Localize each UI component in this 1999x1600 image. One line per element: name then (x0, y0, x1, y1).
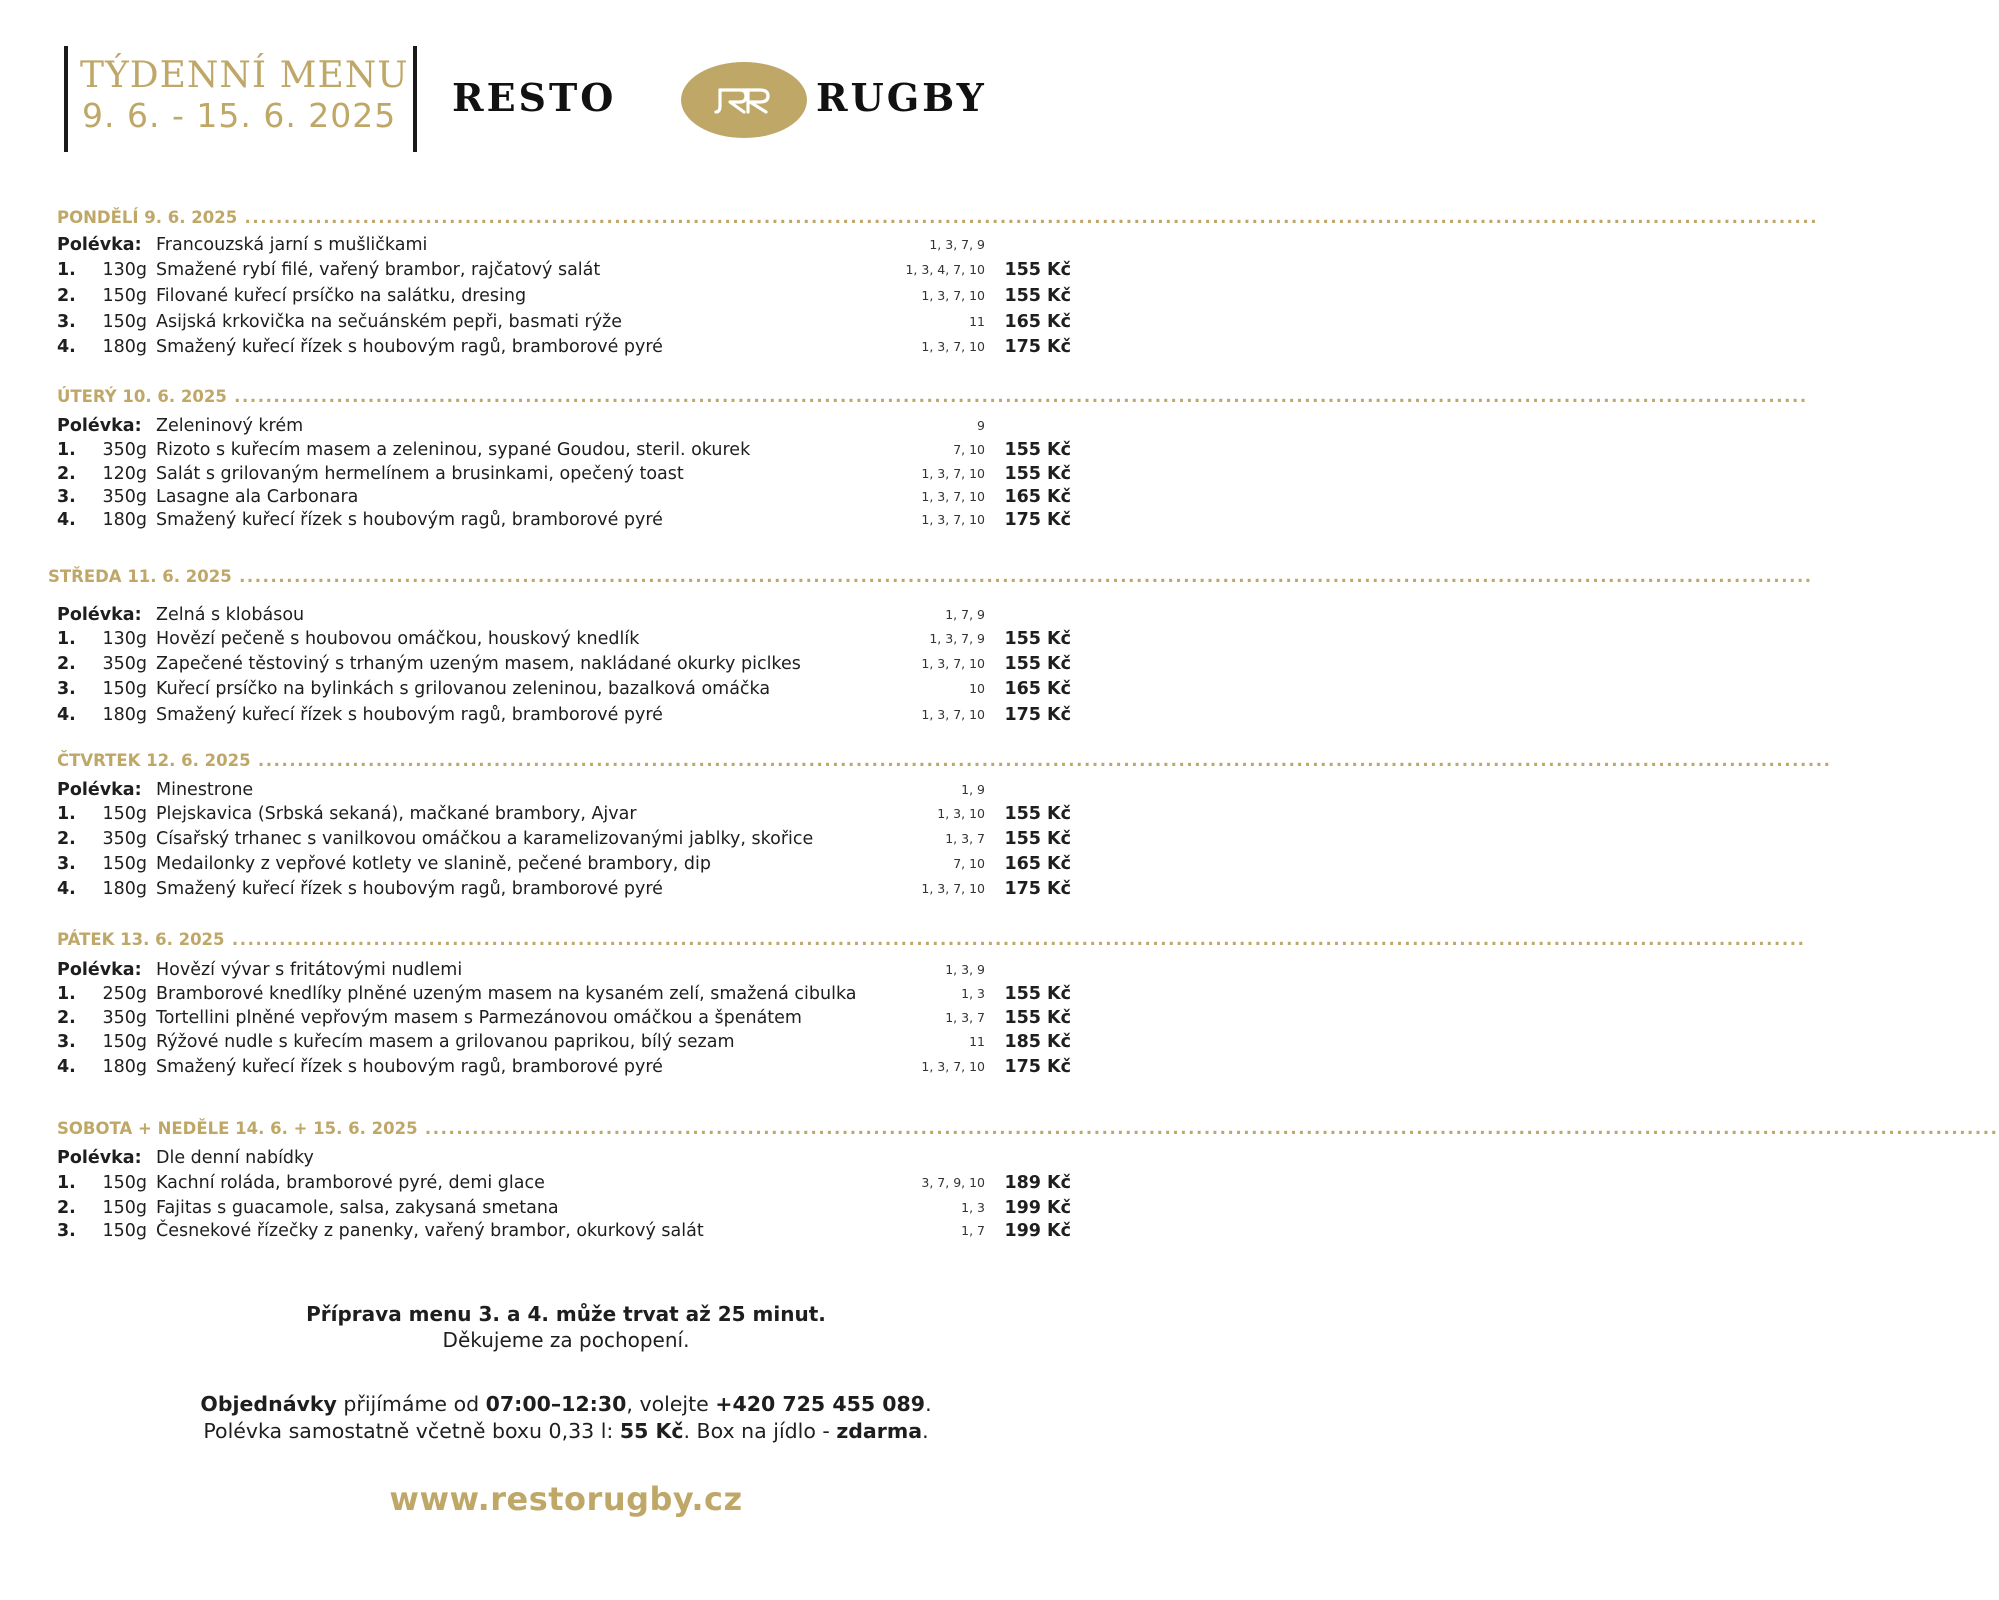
item-price: 165 Kč (1004, 312, 1071, 332)
soup-allergens: 9 (977, 418, 985, 433)
soup-label: Polévka: (57, 416, 142, 436)
item-number: 3. (57, 1032, 76, 1052)
dotted-leader: ........................................................................................................................................................................................................ (231, 567, 1813, 586)
item-allergens: 10 (969, 681, 985, 696)
item-weight: 350g (102, 654, 147, 674)
item-dish: Rýžové nudle s kuřecím masem a grilovanou paprikou, bílý sezam (156, 1032, 735, 1052)
item-dish: Císařský trhanec s vanilkovou omáčkou a karamelizovanými jablky, skořice (156, 829, 814, 849)
rr-monogram-icon (714, 84, 774, 116)
thanks-note: Děkujeme za pochopení. (442, 1328, 690, 1352)
orders-text: přijímáme od (336, 1392, 486, 1416)
item-price: 189 Kč (1004, 1173, 1071, 1193)
menu-item-row (57, 1196, 1077, 1220)
dotted-leader: ........................................................................................................................................................................................................ (237, 208, 1819, 227)
item-number: 4. (57, 705, 76, 725)
day-heading (57, 750, 1832, 772)
menu-item-row (57, 802, 1077, 826)
item-number: 1. (57, 1173, 76, 1193)
item-allergens: 1, 3, 7, 10 (921, 707, 985, 722)
soup-allergens: 1, 9 (961, 782, 985, 797)
item-weight: 180g (102, 879, 147, 899)
item-number: 2. (57, 464, 76, 484)
item-dish: Bramborové knedlíky plněné uzeným masem na kysaném zelí, smažená cibulka (156, 984, 857, 1004)
soup-name: Zeleninový krém (156, 416, 304, 436)
item-weight: 150g (102, 1221, 147, 1241)
day-label: SOBOTA + NEDĚLE 14. 6. + 15. 6. 2025 (57, 1119, 418, 1138)
item-price: 155 Kč (1004, 286, 1071, 306)
soup-box-price: 55 Kč (619, 1419, 684, 1443)
item-allergens: 1, 3, 7, 10 (921, 288, 985, 303)
item-weight: 130g (102, 629, 147, 649)
day-label: ČTVRTEK 12. 6. 2025 (57, 751, 251, 770)
box-text: . Box na jídlo - (683, 1419, 837, 1443)
item-weight: 350g (102, 1008, 147, 1028)
day-label: STŘEDA 11. 6. 2025 (48, 567, 232, 586)
orders-info (0, 1392, 1132, 1416)
item-allergens: 11 (969, 314, 985, 329)
menu-item-row (57, 485, 1077, 509)
soup-label: Polévka: (57, 605, 142, 625)
item-dish: Smažený kuřecí řízek s houbovým ragů, bramborové pyré (156, 879, 663, 899)
orders-label: Objednávky (200, 1392, 337, 1416)
item-allergens: 1, 3, 7, 10 (921, 466, 985, 481)
soup-row (57, 603, 1077, 627)
soup-allergens: 1, 7, 9 (945, 607, 985, 622)
item-number: 3. (57, 487, 76, 507)
item-dish: Zapečené těstoviný s trhaným uzeným masem, nakládané okurky piclkes (156, 654, 801, 674)
item-price: 175 Kč (1004, 510, 1071, 530)
item-number: 1. (57, 629, 76, 649)
menu-item-row (57, 1006, 1077, 1030)
item-price: 175 Kč (1004, 1057, 1071, 1077)
day-heading (57, 929, 1806, 951)
item-price: 165 Kč (1004, 679, 1071, 699)
item-allergens: 1, 3, 7, 10 (921, 1059, 985, 1074)
item-dish: Smažený kuřecí řízek s houbovým ragů, bramborové pyré (156, 1057, 663, 1077)
item-number: 3. (57, 312, 76, 332)
dotted-leader: ........................................................................................................................................................................................................ (224, 930, 1806, 949)
dotted-leader: ........................................................................................................................................................................................................ (417, 1119, 1999, 1138)
item-price: 155 Kč (1004, 829, 1071, 849)
item-number: 4. (57, 879, 76, 899)
rugby-ball-logo-icon (681, 62, 807, 138)
menu-item-row (57, 438, 1077, 462)
item-allergens: 1, 3, 7, 10 (921, 339, 985, 354)
item-price: 175 Kč (1004, 705, 1071, 725)
item-price: 185 Kč (1004, 1032, 1071, 1052)
menu-item-row (57, 335, 1077, 359)
menu-item-row (57, 284, 1077, 308)
item-price: 199 Kč (1004, 1198, 1071, 1218)
logo-word-rugby: RUGBY (816, 75, 987, 120)
item-allergens: 1, 3, 7, 9 (929, 631, 985, 646)
soup-box-info (0, 1419, 1132, 1443)
item-weight: 150g (102, 679, 147, 699)
item-dish: Smažený kuřecí řízek s houbovým ragů, bramborové pyré (156, 337, 663, 357)
item-allergens: 1, 3 (961, 986, 985, 1001)
orders-end: . (925, 1392, 932, 1416)
logo-word-resto: RESTO (452, 75, 617, 120)
item-number: 4. (57, 337, 76, 357)
soup-box-text: Polévka samostatně včetně boxu 0,33 l: (203, 1419, 620, 1443)
item-dish: Hovězí pečeně s houbovou omáčkou, houskový knedlík (156, 629, 640, 649)
soup-allergens: 1, 3, 7, 9 (929, 237, 985, 252)
day-label: ÚTERÝ 10. 6. 2025 (57, 387, 227, 406)
item-dish: Fajitas s guacamole, salsa, zakysaná smetana (156, 1198, 559, 1218)
item-allergens: 1, 3, 10 (937, 806, 985, 821)
item-dish: Smažený kuřecí řízek s houbovým ragů, bramborové pyré (156, 510, 663, 530)
preparation-note: Příprava menu 3. a 4. může trvat až 25 minut. (306, 1302, 826, 1326)
item-number: 1. (57, 260, 76, 280)
item-weight: 130g (102, 260, 147, 280)
item-allergens: 1, 3, 4, 7, 10 (905, 262, 985, 277)
soup-name: Dle denní nabídky (156, 1148, 314, 1168)
menu-item-row (57, 827, 1077, 851)
menu-item-row (57, 1030, 1077, 1054)
item-allergens: 7, 10 (953, 442, 985, 457)
item-weight: 350g (102, 487, 147, 507)
item-price: 175 Kč (1004, 879, 1071, 899)
item-weight: 180g (102, 1057, 147, 1077)
item-weight: 180g (102, 510, 147, 530)
day-label: PONDĚLÍ 9. 6. 2025 (57, 208, 238, 227)
phone-number[interactable]: +420 725 455 089 (715, 1392, 926, 1416)
soup-name: Minestrone (156, 780, 254, 800)
menu-item-row (57, 258, 1077, 282)
item-dish: Medailonky z vepřové kotlety ve slanině, pečené brambory, dip (156, 854, 711, 874)
day-heading (57, 386, 1808, 408)
menu-item-row (57, 627, 1077, 651)
header-right-rule (413, 46, 417, 152)
item-weight: 150g (102, 1198, 147, 1218)
item-number: 1. (57, 440, 76, 460)
item-number: 2. (57, 654, 76, 674)
item-number: 4. (57, 510, 76, 530)
item-number: 4. (57, 1057, 76, 1077)
soup-row (57, 414, 1077, 438)
menu-item-row (57, 1055, 1077, 1079)
menu-item-row (57, 852, 1077, 876)
item-price: 155 Kč (1004, 629, 1071, 649)
item-number: 2. (57, 1008, 76, 1028)
item-weight: 150g (102, 312, 147, 332)
orders-text-call: , volejte (626, 1392, 716, 1416)
item-allergens: 1, 3, 7, 10 (921, 489, 985, 504)
item-dish: Kachní roláda, bramborové pyré, demi glace (156, 1173, 545, 1193)
menu-title: TÝDENNÍ MENU (80, 55, 409, 96)
item-dish: Salát s grilovaným hermelínem a brusinkami, opečený toast (156, 464, 684, 484)
item-number: 1. (57, 984, 76, 1004)
soup-label: Polévka: (57, 235, 142, 255)
item-price: 165 Kč (1004, 854, 1071, 874)
item-weight: 150g (102, 286, 147, 306)
soup-row (57, 1146, 1077, 1170)
item-price: 155 Kč (1004, 984, 1071, 1004)
item-number: 3. (57, 854, 76, 874)
menu-item-row (57, 652, 1077, 676)
menu-item-row (57, 982, 1077, 1006)
item-weight: 180g (102, 705, 147, 725)
item-allergens: 1, 7 (961, 1223, 985, 1238)
item-price: 155 Kč (1004, 260, 1071, 280)
item-number: 2. (57, 286, 76, 306)
soup-name: Hovězí vývar s fritátovými nudlemi (156, 960, 463, 980)
menu-item-row (57, 310, 1077, 334)
item-price: 165 Kč (1004, 487, 1071, 507)
item-allergens: 7, 10 (953, 856, 985, 871)
item-dish: Tortellini plněné vepřovým masem s Parmezánovou omáčkou a špenátem (156, 1008, 802, 1028)
item-weight: 350g (102, 829, 147, 849)
item-weight: 180g (102, 337, 147, 357)
day-label: PÁTEK 13. 6. 2025 (57, 930, 225, 949)
item-allergens: 3, 7, 9, 10 (921, 1175, 985, 1190)
item-weight: 150g (102, 1173, 147, 1193)
item-weight: 350g (102, 440, 147, 460)
item-allergens: 1, 3, 7, 10 (921, 512, 985, 527)
item-price: 155 Kč (1004, 654, 1071, 674)
item-allergens: 1, 3 (961, 1200, 985, 1215)
item-price: 155 Kč (1004, 804, 1071, 824)
soup-row (57, 778, 1077, 802)
item-allergens: 1, 3, 7 (945, 831, 985, 846)
item-number: 3. (57, 679, 76, 699)
item-allergens: 1, 3, 7 (945, 1010, 985, 1025)
menu-date-range: 9. 6. - 15. 6. 2025 (82, 96, 397, 135)
item-number: 2. (57, 1198, 76, 1218)
menu-item-row (57, 462, 1077, 486)
item-allergens: 1, 3, 7, 10 (921, 881, 985, 896)
item-allergens: 1, 3, 7, 10 (921, 656, 985, 671)
item-price: 155 Kč (1004, 464, 1071, 484)
item-dish: Lasagne ala Carbonara (156, 487, 359, 507)
item-dish: Asijská krkovička na sečuánském pepři, basmati rýže (156, 312, 623, 332)
day-heading (57, 1118, 1999, 1140)
dotted-leader: ........................................................................................................................................................................................................ (226, 387, 1808, 406)
day-heading (57, 207, 1819, 229)
soup-row (57, 233, 1077, 257)
item-weight: 120g (102, 464, 147, 484)
item-price: 155 Kč (1004, 1008, 1071, 1028)
item-weight: 250g (102, 984, 147, 1004)
item-weight: 150g (102, 854, 147, 874)
item-number: 3. (57, 1221, 76, 1241)
day-heading (48, 566, 1813, 588)
item-number: 1. (57, 804, 76, 824)
item-dish: Česnekové řízečky z panenky, vařený brambor, okurkový salát (156, 1221, 704, 1241)
soup-label: Polévka: (57, 780, 142, 800)
header-left-rule (64, 46, 68, 152)
menu-item-row (57, 1219, 1077, 1243)
item-price: 175 Kč (1004, 337, 1071, 357)
item-price: 155 Kč (1004, 440, 1071, 460)
dotted-leader: ........................................................................................................................................................................................................ (250, 751, 1832, 770)
website-link[interactable]: www.restorugby.cz (389, 1480, 743, 1518)
soup-box-end: . (922, 1419, 929, 1443)
item-weight: 150g (102, 1032, 147, 1052)
item-allergens: 11 (969, 1034, 985, 1049)
soup-label: Polévka: (57, 1148, 142, 1168)
item-number: 2. (57, 829, 76, 849)
item-weight: 150g (102, 804, 147, 824)
menu-item-row (57, 703, 1077, 727)
item-dish: Filované kuřecí prsíčko na salátku, dresing (156, 286, 527, 306)
item-dish: Plejskavica (Srbská sekaná), mačkané brambory, Ajvar (156, 804, 637, 824)
soup-allergens: 1, 3, 9 (945, 962, 985, 977)
box-free: zdarma (836, 1419, 923, 1443)
item-dish: Smažený kuřecí řízek s houbovým ragů, bramborové pyré (156, 705, 663, 725)
item-price: 199 Kč (1004, 1221, 1071, 1241)
menu-item-row (57, 877, 1077, 901)
item-dish: Smažené rybí filé, vařený brambor, rajčatový salát (156, 260, 601, 280)
orders-time: 07:00–12:30 (485, 1392, 627, 1416)
menu-item-row (57, 508, 1077, 532)
menu-item-row (57, 677, 1077, 701)
soup-label: Polévka: (57, 960, 142, 980)
menu-item-row (57, 1171, 1077, 1195)
soup-name: Francouzská jarní s mušličkami (156, 235, 428, 255)
item-dish: Kuřecí prsíčko na bylinkách s grilovanou zeleninou, bazalková omáčka (156, 679, 771, 699)
item-dish: Rizoto s kuřecím masem a zeleninou, sypané Goudou, steril. okurek (156, 440, 751, 460)
soup-name: Zelná s klobásou (156, 605, 305, 625)
soup-row (57, 958, 1077, 982)
